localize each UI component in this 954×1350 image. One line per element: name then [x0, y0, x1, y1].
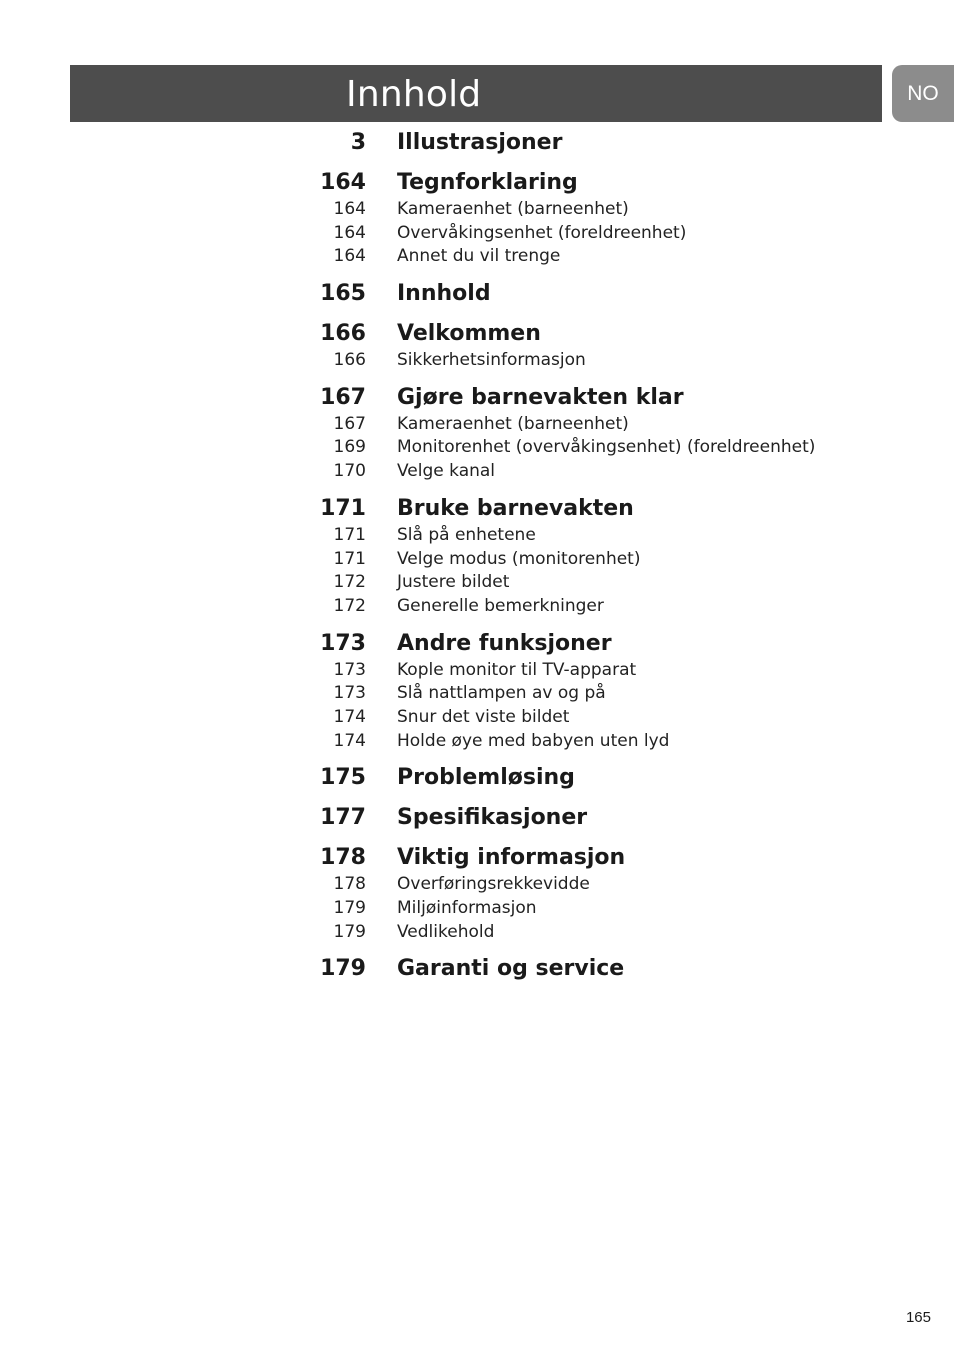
- toc-sub-entry: [0, 659, 954, 683]
- toc-section: [0, 279, 954, 309]
- toc-sub-title: Sikkerhetsinformasjon: [397, 350, 586, 371]
- toc-sub-entry: [0, 436, 954, 460]
- page-number: 165: [905, 1309, 931, 1326]
- toc-sub-entry: [0, 198, 954, 222]
- toc-main-entry: [0, 629, 954, 659]
- toc-sub-entry: [0, 349, 954, 373]
- toc-sub-entry: [0, 682, 954, 706]
- toc-sub-entry: [0, 524, 954, 548]
- toc-sub-page-number: 179: [333, 898, 366, 918]
- toc-sub-entry: [0, 897, 954, 921]
- toc-sub-page-number: 173: [333, 659, 366, 680]
- toc-sub-title: Velge modus (monitorenhet): [397, 548, 641, 569]
- toc-sub-entry: [0, 571, 954, 595]
- toc-sub-page-number: 173: [333, 683, 366, 704]
- toc-main-page-number: 164: [320, 170, 366, 195]
- toc-section: [0, 494, 954, 619]
- toc-main-page-number: 3: [350, 130, 366, 155]
- toc-sub-title: Kameraenhet (barneenhet): [397, 199, 629, 219]
- toc-section: [0, 383, 954, 484]
- title-bar: [70, 65, 882, 122]
- toc-main-entry: [0, 168, 954, 198]
- toc-sub-page-number: 167: [333, 413, 366, 434]
- toc-main-title: Viktig informasjon: [397, 845, 626, 871]
- toc-sub-title: Justere bildet: [397, 572, 510, 593]
- toc-main-page-number: 166: [320, 321, 366, 347]
- toc-sub-title: Overvåkingsenhet (foreldreenhet): [397, 222, 687, 243]
- toc-sub-page-number: 172: [333, 595, 366, 616]
- toc-main-entry: [0, 803, 954, 833]
- toc-main-entry: [0, 763, 954, 793]
- toc-sub-page-number: 172: [333, 572, 366, 593]
- toc-sub-entry: [0, 873, 954, 897]
- toc-sub-page-number: 171: [333, 548, 366, 569]
- toc-sub-entry: [0, 460, 954, 484]
- toc-main-title: Bruke barnevakten: [397, 495, 634, 521]
- toc-section: [0, 168, 954, 269]
- toc-sub-entry: [0, 222, 954, 246]
- toc-main-title: Illustrasjoner: [397, 130, 563, 155]
- toc-main-page-number: 165: [320, 281, 366, 307]
- language-tab: NO: [892, 65, 954, 122]
- toc-main-entry: [0, 319, 954, 349]
- toc-sub-title: Monitorenhet (overvåkingsenhet) (foreldreenhet): [397, 437, 816, 458]
- toc-main-title: Innhold: [397, 281, 491, 307]
- toc-section: [0, 954, 954, 984]
- toc-sub-title: Overføringsrekkevidde: [397, 874, 590, 895]
- toc-sub-page-number: 174: [333, 730, 366, 751]
- toc-sub-title: Kople monitor til TV-apparat: [397, 659, 637, 680]
- toc-main-title: Tegnforklaring: [397, 170, 578, 195]
- toc-main-title: Andre funksjoner: [397, 630, 612, 656]
- table-of-contents: [0, 128, 954, 994]
- toc-sub-entry: [0, 706, 954, 730]
- toc-sub-title: Annet du vil trenge: [397, 246, 561, 267]
- toc-main-page-number: 177: [320, 805, 366, 831]
- toc-sub-page-number: 171: [333, 524, 366, 545]
- toc-main-entry: [0, 954, 954, 984]
- toc-main-title: Problemløsing: [397, 765, 575, 791]
- toc-sub-entry: [0, 730, 954, 754]
- toc-sub-title: Kameraenhet (barneenhet): [397, 413, 629, 434]
- toc-sub-page-number: 170: [333, 461, 366, 482]
- toc-sub-title: Miljøinformasjon: [397, 898, 537, 918]
- toc-sub-page-number: 179: [333, 921, 366, 942]
- toc-sub-entry: [0, 245, 954, 269]
- toc-main-page-number: 179: [320, 956, 366, 982]
- toc-sub-entry: [0, 548, 954, 572]
- toc-main-title: Velkommen: [397, 321, 541, 347]
- toc-main-entry: [0, 383, 954, 413]
- toc-sub-title: Vedlikehold: [397, 921, 495, 942]
- toc-main-entry: [0, 128, 954, 158]
- toc-section: [0, 843, 954, 944]
- toc-main-page-number: 171: [320, 495, 366, 521]
- toc-sub-title: Velge kanal: [397, 461, 496, 482]
- toc-main-entry: [0, 494, 954, 524]
- toc-sub-title: Holde øye med babyen uten lyd: [397, 730, 670, 751]
- toc-main-page-number: 167: [320, 384, 366, 410]
- toc-sub-page-number: 174: [333, 706, 366, 727]
- toc-sub-page-number: 166: [333, 350, 366, 371]
- toc-sub-entry: [0, 413, 954, 437]
- page-title: Innhold: [346, 74, 482, 115]
- toc-sub-title: Slå nattlampen av og på: [397, 683, 606, 704]
- toc-sub-page-number: 169: [333, 437, 366, 458]
- toc-sub-title: Generelle bemerkninger: [397, 595, 604, 616]
- toc-sub-title: Snur det viste bildet: [397, 706, 570, 727]
- toc-main-page-number: 173: [320, 630, 366, 656]
- toc-sub-page-number: 164: [333, 199, 366, 219]
- toc-main-title: Gjøre barnevakten klar: [397, 384, 684, 410]
- toc-main-entry: [0, 279, 954, 309]
- toc-section: [0, 629, 954, 754]
- toc-section: [0, 128, 954, 158]
- toc-main-entry: [0, 843, 954, 873]
- toc-main-title: Spesifikasjoner: [397, 805, 588, 831]
- toc-sub-title: Slå på enhetene: [397, 524, 536, 545]
- toc-main-page-number: 175: [320, 765, 366, 791]
- toc-main-page-number: 178: [320, 845, 366, 871]
- toc-section: [0, 763, 954, 793]
- toc-sub-entry: [0, 595, 954, 619]
- toc-main-title: Garanti og service: [397, 956, 625, 982]
- toc-section: [0, 803, 954, 833]
- toc-sub-entry: [0, 921, 954, 945]
- toc-sub-page-number: 164: [333, 246, 366, 267]
- toc-sub-page-number: 178: [333, 874, 366, 895]
- toc-section: [0, 319, 954, 373]
- toc-sub-page-number: 164: [333, 222, 366, 243]
